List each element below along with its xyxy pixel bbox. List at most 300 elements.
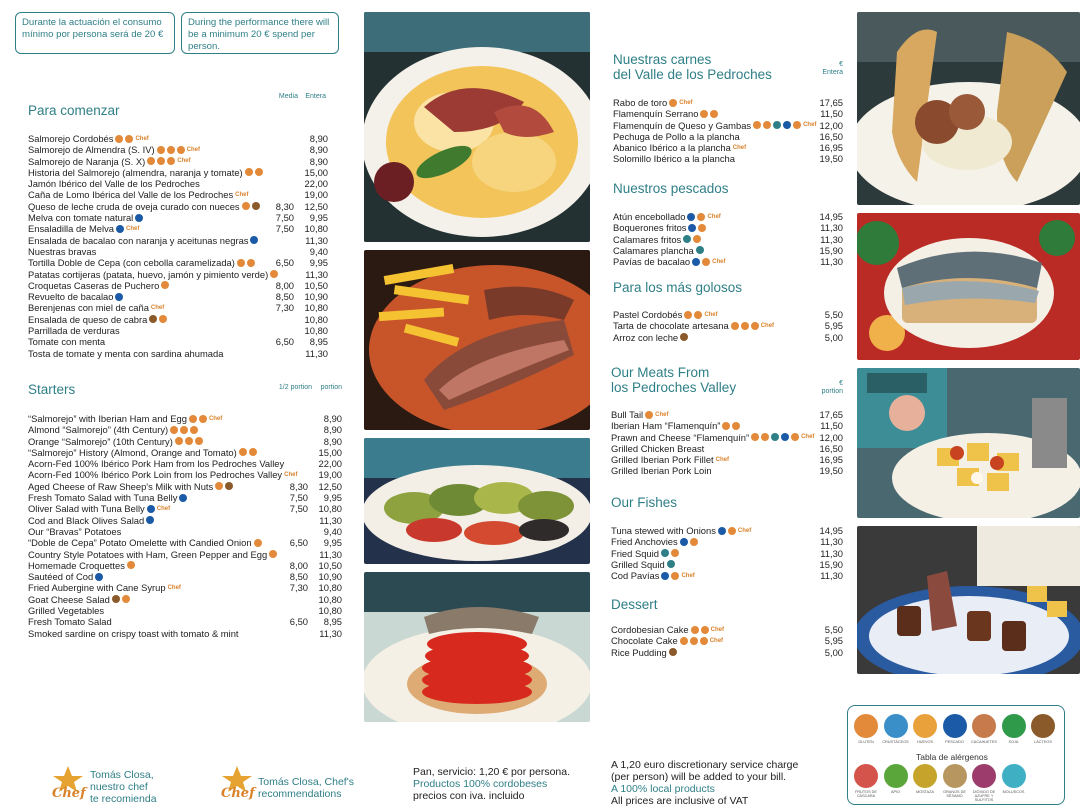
allergen-label: DIÓXIDO DE AZUFRE Y SULFITOS [972, 790, 996, 802]
section-title-pescados: Nuestros pescados [613, 181, 729, 196]
allergen-icon [753, 121, 761, 129]
menu-item-price: 19,50 [819, 465, 843, 477]
menu-item-name-text: Iberian Ham “Flamenquín” [611, 420, 721, 432]
section-title-carnes-line1: Nuestras carnes [613, 52, 712, 67]
menu-item [28, 257, 328, 268]
menu-item-price: 11,30 [820, 233, 843, 245]
chef-recommend-icon: Chef [679, 99, 693, 106]
allergen-icon [147, 157, 155, 165]
menu-item-name [613, 245, 704, 256]
menu-item [611, 559, 843, 570]
menu-item-name-text: Acorn-Fed 100% Ibérico Pork Ham from los Pedroches Valley [28, 458, 285, 470]
menu-item-price: 10,80 [304, 302, 328, 314]
menu-item-price-half: 7,30 [289, 582, 308, 594]
section-title-carnes-line2: del Valle de los Pedroches [613, 67, 772, 82]
menu-item-name-text: Pavías de bacalao [613, 256, 691, 268]
menu-item-price-half: 7,50 [275, 212, 294, 224]
section-title-starters: Starters [28, 382, 76, 397]
chef-recommend-icon: Chef [803, 122, 817, 129]
allergen-icon [688, 224, 696, 232]
allergen-label: GRANOS DE SÉSAMO [943, 790, 966, 798]
menu-item [28, 616, 342, 627]
menu-item [28, 212, 328, 223]
allergen-icon [761, 433, 769, 441]
allergen-6-icon [1031, 714, 1055, 738]
menu-item-name-text: Country Style Potatoes with Ham, Green Pepper and Egg [28, 548, 268, 560]
allergen-icon [115, 135, 123, 143]
notice-es [15, 12, 175, 54]
allergen-icon [690, 637, 698, 645]
menu-item [611, 647, 843, 658]
menu-item-price: 10,90 [318, 571, 342, 583]
allergen-icon [718, 527, 726, 535]
menu-item-price-half: 6,50 [289, 537, 308, 549]
menu-item [28, 492, 342, 503]
menu-item-name-text: Tarta de chocolate artesana [613, 320, 729, 332]
section-title-fishes: Our Fishes [611, 495, 678, 510]
menu-item-name-text: Flamenquín Serrano [613, 108, 699, 120]
photo-tomato-sardine [364, 572, 590, 722]
menu-item [28, 628, 342, 639]
menu-item-name [28, 492, 187, 503]
allergen-icon [680, 538, 688, 546]
menu-item-name [28, 515, 154, 526]
allergen-icon [781, 433, 789, 441]
col-header-half-portion: 1/2 portion [278, 384, 312, 391]
menu-item-price: 8,95 [323, 616, 342, 628]
menu-item-name-text: Grilled Chicken Breast [611, 442, 705, 454]
menu-item-name-text: “Salmorejo” with Iberian Ham and Egg [28, 413, 187, 424]
menu-list-starters [28, 413, 342, 639]
menu-item-price: 16,95 [819, 142, 843, 154]
allergen-icon [175, 437, 183, 445]
menu-item-name-text: Prawn and Cheese “Flamenquín” [611, 431, 750, 443]
menu-item-name-text: Cordobesian Cake [611, 624, 689, 635]
allergen-icon [252, 202, 260, 210]
menu-item-name-text: Parrillada de verduras [28, 325, 120, 337]
menu-item [28, 458, 342, 469]
menu-item [611, 454, 843, 465]
menu-item-name-text: Calamares fritos [613, 233, 682, 245]
menu-item-name-text: Revuelto de bacalao [28, 291, 114, 303]
menu-item-name-text: Tosta de tomate y menta con sardina ahumada [28, 347, 224, 359]
allergen-icon [697, 213, 705, 221]
menu-item [613, 256, 843, 267]
col-header-entera: Entera [305, 93, 326, 100]
bread-service-note: Pan, servicio: 1,20 € por persona. Productos 100% cordobeses precios con iva. incluido [413, 766, 571, 802]
menu-item-name [28, 257, 255, 268]
menu-item [611, 624, 843, 635]
menu-item-name-text: Tuna stewed with Onions [611, 525, 716, 536]
menu-item-name [28, 458, 284, 469]
menu-item [28, 133, 328, 144]
menu-item-price: 11,30 [820, 256, 843, 268]
allergen-icon [702, 258, 710, 266]
menu-item-price: 10,80 [318, 582, 342, 594]
allergen-table [847, 705, 1065, 805]
menu-item-price: 16,50 [819, 442, 843, 454]
menu-item-price-half: 7,50 [275, 223, 294, 235]
menu-item [613, 211, 843, 222]
allergen-icon [245, 168, 253, 176]
menu-item-name [28, 269, 278, 280]
chef-recommend-icon: Chef [732, 145, 747, 152]
menu-item-name-text: “Doble de Cepa” Potato Omelette with Candied Onion [28, 537, 252, 549]
menu-item [28, 302, 328, 313]
allergen-icon [763, 121, 771, 129]
service-charge-note: A 1,20 euro discretionary service charge (per person) will be added to your bill. A 100% local products All prices are inclusive of VAT [611, 759, 799, 807]
menu-item-name [28, 336, 105, 347]
menu-item-name [28, 605, 104, 616]
menu-list-fishes [611, 525, 843, 581]
photo-ham-eggs [364, 12, 590, 242]
menu-item-name [28, 314, 167, 325]
menu-item [28, 537, 342, 548]
menu-item-name [611, 420, 740, 431]
menu-item-name-text: Grilled Squid [611, 558, 665, 570]
allergen-icon [250, 236, 258, 244]
chef-recommend-icon: Chef [681, 573, 695, 580]
menu-item-price: 11,30 [820, 536, 843, 548]
menu-item [613, 234, 843, 245]
menu-item-name-text: Fresh Tomato Salad with Tuna Belly [28, 492, 178, 504]
menu-item-name-text: Croquetas Caseras de Puchero [28, 279, 160, 291]
menu-item [611, 420, 843, 431]
menu-item [28, 201, 328, 212]
allergen-icon [751, 322, 759, 330]
chef-recommends-en: Tomás Closa, Chef's recommendations [258, 776, 354, 800]
menu-item-price: 15,00 [304, 166, 328, 178]
allergen-icon [783, 121, 791, 129]
menu-item-name [611, 536, 698, 547]
menu-item-price-half: 8,50 [275, 291, 294, 303]
menu-item-name [28, 481, 233, 492]
menu-item [28, 436, 342, 447]
menu-item-name [613, 332, 688, 343]
notice-en [181, 12, 339, 54]
allergen-label: APIO [890, 790, 901, 794]
notice-en-text: During the performance there will be a minimum 20 € spend per person. [188, 17, 330, 52]
allergen-icon [690, 538, 698, 546]
menu-item [28, 469, 342, 480]
allergen-icon [161, 281, 169, 289]
menu-item-name [28, 616, 112, 627]
chef-recommend-icon: Chef [135, 135, 149, 142]
menu-item-price: 11,30 [820, 222, 843, 234]
allergen-icon [225, 482, 233, 490]
menu-item [611, 443, 843, 454]
allergen-label: CACAHUETES [971, 740, 997, 744]
allergen-icon [199, 415, 207, 423]
allergen-icon [255, 168, 263, 176]
menu-item-name-text: Flamenquín de Queso y Gambas [613, 119, 752, 131]
allergen-icon [177, 146, 185, 154]
menu-item-name-text: Tomate con menta [28, 336, 106, 348]
menu-item [28, 291, 328, 302]
menu-item-name-text: Ensaladilla de Melva [28, 223, 114, 235]
menu-item-price: 16,95 [819, 454, 843, 466]
menu-item-name [613, 153, 735, 164]
menu-item-name [613, 108, 718, 119]
menu-item [28, 560, 342, 571]
allergen-table-title: Tabla de alérgenos [916, 752, 988, 762]
allergen-5-icon [1002, 764, 1026, 788]
allergen-icon [731, 322, 739, 330]
allergen-label: FRUTOS DE CÁSCARA [855, 790, 877, 798]
menu-item-price: 9,40 [309, 245, 328, 257]
section-title-meats [611, 365, 736, 395]
menu-item-price: 5,50 [824, 309, 843, 320]
allergen-icon [189, 415, 197, 423]
menu-item [28, 447, 342, 458]
menu-item-name-text: Acorn-Fed 100% Ibérico Pork Loin from los Pedroches Valley [28, 469, 283, 481]
menu-item [611, 525, 843, 536]
chef-logo-en-text: Chef [221, 786, 255, 801]
menu-item-name-text: Patatas cortijeras (patata, huevo, jamón y pimiento verde) [28, 268, 269, 280]
menu-item-price-half: 8,30 [275, 200, 294, 212]
menu-item-price: 8,90 [309, 133, 328, 144]
menu-item-price: 8,95 [309, 336, 328, 348]
allergen-icon [671, 572, 679, 580]
menu-item-price: 22,00 [304, 178, 328, 190]
section-title-dessert: Dessert [611, 597, 658, 612]
menu-item-price: 17,65 [819, 97, 843, 108]
allergen-icon [149, 315, 157, 323]
menu-item [28, 144, 328, 155]
menu-item [613, 153, 843, 164]
menu-item [613, 108, 843, 119]
menu-item-price: 11,30 [820, 570, 843, 582]
menu-item [28, 571, 342, 582]
section-title-golosos: Para los más golosos [613, 280, 743, 295]
menu-list-meats [611, 409, 843, 477]
chef-recommend-icon: Chef [177, 158, 191, 165]
menu-item-name-text: Homemade Croquettes [28, 559, 125, 571]
menu-item-price-half: 6,50 [275, 257, 294, 269]
menu-item-name-text: Ensalada de bacalao con naranja y aceitunas negras [28, 234, 249, 246]
allergen-5-icon [1002, 714, 1026, 738]
photo-meat-salad [857, 12, 1080, 205]
menu-item-name-text: Oliver Salad with Tuna Belly [28, 503, 145, 515]
menu-item-price-half: 8,00 [289, 559, 308, 571]
allergen-4-icon [972, 714, 996, 738]
section-title-para-comenzar: Para comenzar [28, 103, 120, 118]
menu-item [611, 548, 843, 559]
menu-item-name [28, 325, 120, 336]
menu-item-name-text: Tortilla Doble de Cepa (con cebolla caramelizada) [28, 257, 235, 269]
allergen-icon [683, 235, 691, 243]
allergen-icon [701, 626, 709, 634]
chef-recommend-icon: Chef [126, 226, 140, 233]
menu-item [28, 280, 328, 291]
menu-item-name [28, 628, 239, 639]
photo-sardine-toast [857, 213, 1080, 360]
menu-item-price: 15,90 [819, 558, 843, 570]
menu-item [28, 582, 342, 593]
allergen-label: HUEVOS [916, 740, 934, 744]
menu-item-price: 5,00 [824, 331, 843, 343]
menu-item-price: 10,80 [304, 223, 328, 235]
chef-recommend-icon: Chef [707, 213, 721, 220]
allergen-icon [135, 214, 143, 222]
menu-item-price-half: 6,50 [275, 336, 294, 348]
allergen-label: MOSTAZA [915, 790, 935, 794]
menu-item-name [28, 424, 198, 435]
menu-item-price: 5,95 [824, 635, 843, 647]
allergen-icon [167, 157, 175, 165]
menu-item-name-text: Pechuga de Pollo a la plancha [613, 130, 740, 142]
allergen-label: GLUTEN [858, 740, 874, 744]
menu-item-price: 10,90 [304, 291, 328, 303]
menu-item-price: 19,50 [819, 153, 843, 165]
menu-item-price-half: 7,50 [289, 503, 308, 515]
allergen-icon [671, 549, 679, 557]
menu-item [613, 222, 843, 233]
menu-item-name [28, 447, 257, 458]
menu-item-price: 15,00 [318, 446, 342, 458]
menu-item [613, 97, 843, 108]
chef-recommend-icon: Chef [760, 323, 775, 330]
allergen-icon [167, 146, 175, 154]
allergen-icon [237, 259, 245, 267]
menu-item-name-text: Bull Tail [611, 409, 644, 420]
menu-item-name [611, 548, 679, 559]
menu-item [28, 526, 342, 537]
menu-item [611, 635, 843, 646]
menu-item-name [613, 234, 701, 245]
menu-item [28, 178, 328, 189]
allergen-icon [170, 426, 178, 434]
menu-item-price: 9,40 [323, 525, 342, 537]
menu-item-name-text: Grilled Vegetables [28, 605, 105, 617]
menu-item [28, 235, 328, 246]
menu-item-price-half: 8,30 [289, 480, 308, 492]
menu-item-name-text: Salmorejo Cordobés [28, 133, 114, 144]
allergen-icon [684, 311, 692, 319]
menu-item-name-text: Grilled Iberian Pork Loin [611, 465, 712, 477]
menu-item-name-text: “Salmorejo” History (Almond, Orange and Tomato) [28, 446, 237, 458]
menu-item-name [28, 537, 262, 548]
menu-item [28, 156, 328, 167]
menu-item [28, 269, 328, 280]
allergen-icon [680, 637, 688, 645]
menu-item-name-text: Goat Cheese Salad [28, 593, 110, 605]
menu-item-name [611, 647, 677, 658]
chef-recommend-icon: Chef [208, 415, 223, 422]
menu-item-name [28, 436, 203, 447]
allergen-icon [692, 258, 700, 266]
chef-logo-en [219, 764, 255, 804]
menu-item-name-text: Cod and Black Olives Salad [28, 514, 145, 526]
menu-item-name-text: Cod Pavías [611, 570, 660, 582]
menu-item-price: 9,95 [323, 492, 342, 504]
menu-item-name-text: Ensalada de queso de cabra [28, 313, 148, 325]
allergen-icon [180, 426, 188, 434]
col-header-media: Media [278, 93, 298, 100]
chef-logo-es [50, 764, 86, 804]
menu-item-price-half: 7,50 [289, 492, 308, 504]
allergen-icon [700, 637, 708, 645]
menu-item-name-text: Pastel Cordobés [613, 309, 683, 320]
menu-item [611, 570, 843, 581]
allergen-icon [691, 626, 699, 634]
allergen-icon [700, 110, 708, 118]
menu-item-price: 5,95 [824, 320, 843, 332]
menu-item-price: 16,50 [819, 130, 843, 142]
allergen-icon [190, 426, 198, 434]
allergen-icon [698, 224, 706, 232]
allergen-icon [694, 311, 702, 319]
allergen-icon [732, 422, 740, 430]
menu-item [28, 246, 328, 257]
allergen-icon [157, 157, 165, 165]
allergen-icon [722, 422, 730, 430]
allergen-label: SOJA [1008, 740, 1019, 744]
menu-item-price: 11,30 [319, 548, 342, 560]
allergen-icon [215, 482, 223, 490]
allergen-icon [146, 516, 154, 524]
allergen-icon [661, 572, 669, 580]
allergen-icon [242, 202, 250, 210]
menu-item-price: 10,80 [318, 605, 342, 617]
menu-item-price: 19,00 [318, 469, 342, 481]
menu-item-name [611, 570, 695, 582]
menu-item-price: 11,30 [305, 347, 328, 359]
allergen-icon [115, 293, 123, 301]
allergen-icon [793, 121, 801, 129]
menu-item [28, 325, 328, 336]
allergen-2-icon [913, 714, 937, 738]
menu-item [611, 465, 843, 476]
allergen-3-icon [943, 764, 967, 788]
menu-item-name [28, 291, 123, 302]
photo-croquettes-flamenquin [857, 526, 1080, 674]
menu-item-name-text: Orange “Salmorejo” (10th Century) [28, 435, 173, 447]
menu-item-name-text: Chocolate Cake [611, 635, 678, 647]
menu-item-price: 12,00 [819, 119, 843, 131]
menu-item [28, 424, 342, 435]
allergen-icon [710, 110, 718, 118]
allergen-1-icon [884, 714, 908, 738]
menu-item-price: 9,95 [309, 212, 328, 224]
menu-item-price: 11,30 [305, 268, 328, 280]
chef-recommend-icon: Chef [709, 638, 724, 645]
col-header-portion: portion [320, 384, 342, 391]
menu-item [28, 481, 342, 492]
section-title-meats-line1: Our Meats From [611, 365, 710, 380]
allergen-label: PESCADO [945, 740, 964, 744]
menu-item-name [28, 560, 135, 571]
allergen-icon [680, 333, 688, 341]
menu-item-name-text: Aged Cheese of Raw Sheep's Milk with Nuts [28, 480, 214, 492]
allergen-icon [751, 433, 759, 441]
menu-item-name-text: Queso de leche cruda de oveja curado con nueces [28, 200, 240, 212]
photo-grilled-vegetables [364, 438, 590, 564]
menu-item-name [28, 594, 130, 605]
allergen-icon [116, 225, 124, 233]
menu-item-name-text: Fried Aubergine with Cane Syrup [28, 582, 166, 594]
menu-item [28, 515, 342, 526]
menu-item-name [613, 222, 706, 233]
menu-item-name-text: Fresh Tomato Salad [28, 616, 112, 628]
allergen-icon [112, 595, 120, 603]
menu-item-price-half: 7,30 [275, 302, 294, 314]
menu-item-price: 11,30 [820, 547, 843, 559]
menu-item-price: 15,90 [819, 244, 843, 256]
menu-item-name-text: Berenjenas con miel de caña [28, 302, 149, 314]
menu-item-price: 22,00 [318, 458, 342, 470]
allergen-icon [125, 135, 133, 143]
